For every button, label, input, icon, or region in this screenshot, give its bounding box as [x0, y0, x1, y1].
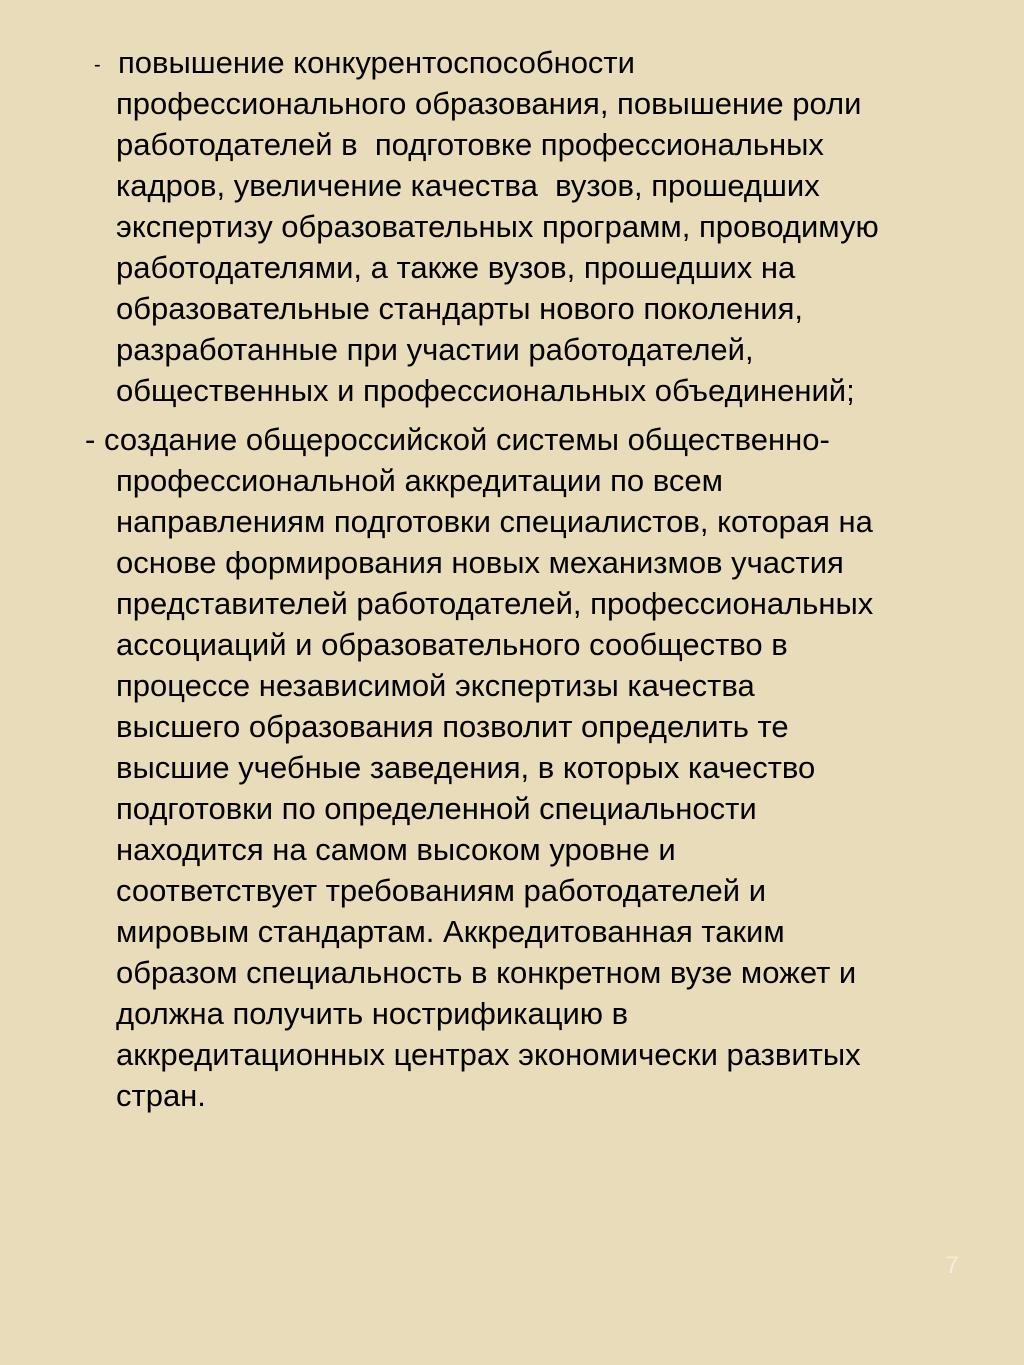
bullet-line: соответствует требованиям работодателей и — [116, 873, 767, 908]
bullet-line: ассоциаций и образовательного сообщество в — [116, 627, 788, 662]
bullet-line: профессионального образования, повышение роли — [116, 86, 862, 121]
bullet-line: находится на самом высоком уровне и — [116, 832, 676, 867]
bullet-line: общественных и профессиональных объединений; — [116, 373, 855, 408]
bullet-line: профессиональной аккредитации по всем — [116, 463, 723, 498]
bullet-line: высшего образования позволит определить те — [116, 709, 789, 744]
bullet-line: образовательные стандарты нового поколения, — [116, 291, 804, 326]
bullet-line: кадров, увеличение качества вузов, прошедших — [116, 168, 820, 203]
bullet-line: работодателями, а также вузов, прошедших на — [116, 250, 796, 285]
bullet-line: работодателей в подготовке профессиональных — [116, 127, 824, 162]
bullet-line: стран. — [116, 1078, 206, 1113]
bullet-line: направлениям подготовки специалистов, которая на — [116, 504, 873, 539]
bullet-line: создание общероссийской системы общественно- — [104, 422, 830, 457]
bullet-line: высшие учебные заведения, в которых качество — [116, 750, 816, 785]
bullet-dash: - — [85, 422, 96, 457]
bullet-line: экспертизу образовательных программ, проводимую — [116, 209, 879, 244]
bullet-line: процессе независимой экспертизы качества — [116, 668, 755, 703]
bullet-line: разработанные при участии работодателей, — [116, 332, 754, 367]
bullet-line: основе формирования новых механизмов участия — [116, 545, 844, 580]
bullet-line: представителей работодателей, профессиональных — [116, 586, 874, 621]
bullet-line: повышение конкурентоспособности — [118, 45, 635, 80]
bullet-dash: - — [94, 54, 101, 76]
bullet-line: образом специальность в конкретном вузе может и — [116, 955, 857, 990]
bullet-line: должна получить нострификацию в — [116, 996, 629, 1031]
bullet-line: аккредитационных центрах экономически развитых — [116, 1037, 861, 1072]
page-number: 7 — [945, 1252, 959, 1279]
bullet-line: подготовки по определенной специальности — [116, 791, 757, 826]
bullet-line: мировым стандартам. Аккредитованная таким — [116, 914, 785, 949]
